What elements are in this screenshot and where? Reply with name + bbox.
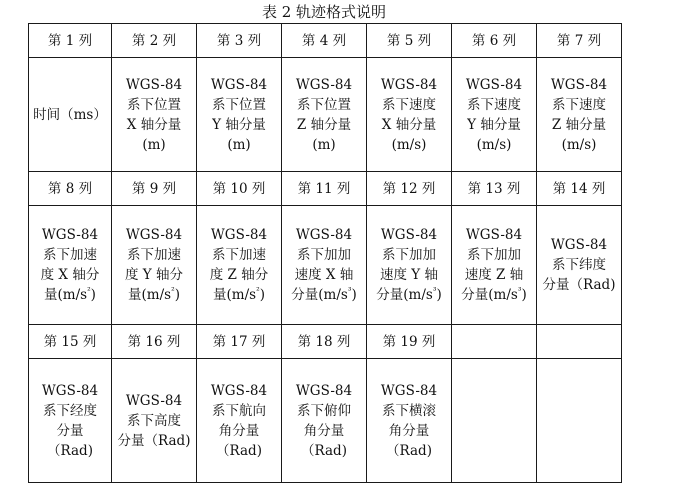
cell-text: WGS-84 系下俯仰 角分量 （Rad): [295, 382, 353, 459]
description-cell: [197, 359, 282, 483]
description-cell: [112, 206, 197, 325]
column-header-cell: 第 17 列: [197, 325, 282, 359]
cell-text: WGS-84 系下加加 速度 Y 轴 分量$(m/s^{^3})$: [376, 227, 442, 303]
column-header-cell: 第 3 列: [197, 24, 282, 58]
description-cell: [367, 206, 452, 325]
description-cell: [282, 359, 367, 483]
description-cell: [29, 58, 112, 172]
content-row: [29, 58, 622, 172]
cell-text: WGS-84 系下横滚 角分量 （Rad): [380, 382, 438, 459]
description-cell: [197, 206, 282, 325]
table-caption: 表 2 轨迹格式说明: [261, 3, 387, 21]
empty-cell: [452, 325, 537, 359]
column-header-cell: 第 10 列: [197, 172, 282, 206]
description-cell: [29, 359, 112, 483]
cell-text: WGS-84 系下航向 角分量 （Rad): [210, 382, 268, 459]
header-row: [29, 325, 622, 359]
empty-cell: [452, 359, 537, 483]
content-row: [29, 359, 622, 483]
description-cell: [537, 58, 622, 172]
cell-text: WGS-84 系下加速 度 Z 轴分 量$(m/s^{^2})$: [209, 227, 269, 303]
cell-text: WGS-84 系下速度 X 轴分量 (m/s): [380, 76, 438, 153]
description-cell: [367, 359, 452, 483]
cell-text: WGS-84 系下加加 速度 Z 轴 分量$(m/s^{^3})$: [461, 227, 527, 303]
cell-text: 时间（ms）: [33, 106, 107, 123]
column-header-cell: 第 12 列: [367, 172, 452, 206]
description-cell: [452, 58, 537, 172]
cell-text: WGS-84 系下经度 分量 （Rad): [41, 382, 99, 459]
cell-text: WGS-84 系下加速 度 Y 轴分 量$(m/s^{^2})$: [125, 227, 183, 303]
cell-text: WGS-84 系下速度 Z 轴分量 (m/s): [550, 76, 608, 153]
description-cell: [367, 58, 452, 172]
column-header-cell: 第 18 列: [282, 325, 367, 359]
cell-text: WGS-84 系下位置 X 轴分量 (m): [125, 76, 183, 153]
cell-text: WGS-84 系下速度 Y 轴分量 (m/s): [465, 76, 523, 153]
column-header-cell: 第 2 列: [112, 24, 197, 58]
empty-cell: [537, 359, 622, 483]
column-header-cell: 第 4 列: [282, 24, 367, 58]
column-header-cell: 第 13 列: [452, 172, 537, 206]
column-header-cell: 第 1 列: [29, 24, 112, 58]
column-header-cell: 第 14 列: [537, 172, 622, 206]
column-header-cell: 第 7 列: [537, 24, 622, 58]
content-row: [29, 206, 622, 325]
cell-text: WGS-84 系下位置 Z 轴分量 (m): [295, 76, 353, 153]
cell-text: WGS-84 系下高度 分量（Rad): [117, 392, 191, 449]
trajectory-format-table: [28, 23, 622, 483]
description-cell: [112, 359, 197, 483]
empty-cell: [537, 325, 622, 359]
header-row: [29, 24, 622, 58]
column-header-cell: 第 16 列: [112, 325, 197, 359]
cell-text: WGS-84 系下纬度 分量（Rad): [542, 237, 616, 293]
cell-text: WGS-84 系下加速 度 X 轴分 量$(m/s^{^2})$: [40, 227, 100, 303]
description-cell: [29, 206, 112, 325]
column-header-cell: 第 5 列: [367, 24, 452, 58]
column-header-cell: 第 8 列: [29, 172, 112, 206]
description-cell: [282, 58, 367, 172]
column-header-cell: 第 15 列: [29, 325, 112, 359]
description-cell: [197, 58, 282, 172]
header-row: [29, 172, 622, 206]
description-cell: [452, 206, 537, 325]
cell-text: WGS-84 系下位置 Y 轴分量 (m): [210, 76, 268, 153]
column-header-cell: 第 6 列: [452, 24, 537, 58]
cell-text: WGS-84 系下加加 速度 X 轴 分量$(m/s^{^3})$: [291, 227, 357, 303]
description-cell: [537, 206, 622, 325]
column-header-cell: 第 11 列: [282, 172, 367, 206]
column-header-cell: 第 19 列: [367, 325, 452, 359]
description-cell: [112, 58, 197, 172]
column-header-cell: 第 9 列: [112, 172, 197, 206]
description-cell: [282, 206, 367, 325]
